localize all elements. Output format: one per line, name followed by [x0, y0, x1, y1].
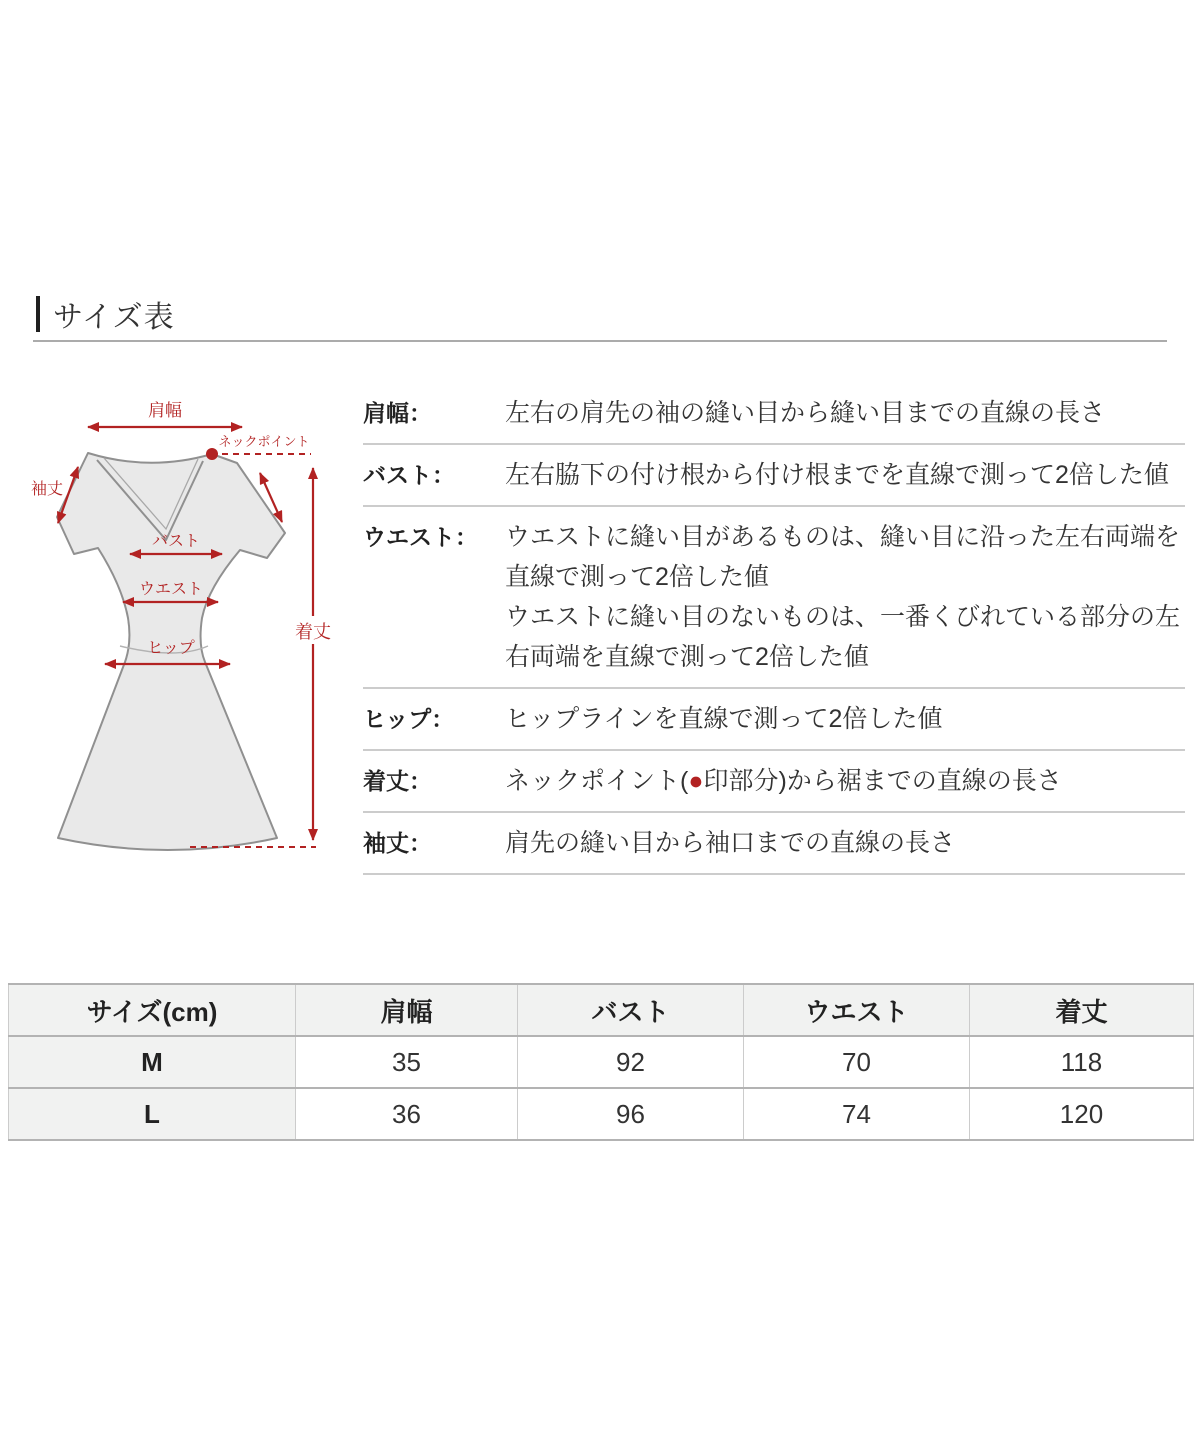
value-cell: 120	[970, 1088, 1194, 1140]
page-title: サイズ表	[53, 301, 175, 334]
value-cell: 92	[518, 1036, 744, 1088]
definition-text-part: ネックポイント(	[505, 767, 689, 795]
size-cell: M	[9, 1036, 296, 1088]
size-table	[8, 983, 1194, 1141]
sleeve-length-label: 袖丈	[30, 481, 64, 498]
dress-measurement-diagram	[30, 390, 340, 870]
length-label: 着丈	[295, 622, 331, 642]
size-table-header-size: サイズ(cm)	[9, 984, 296, 1036]
title-accent-bar	[36, 296, 40, 332]
definition-text	[505, 761, 1185, 801]
value-cell: 74	[744, 1088, 970, 1140]
size-table-header-row	[9, 984, 1194, 1036]
definition-text	[505, 517, 1185, 677]
size-cell: L	[9, 1088, 296, 1140]
definition-row-bust	[363, 445, 1185, 507]
definition-term: バスト：	[363, 462, 455, 488]
definition-term: 肩幅：	[363, 400, 432, 426]
definition-row-waist	[363, 507, 1185, 689]
size-table-row-m	[9, 1036, 1194, 1088]
definition-row-shoulder	[363, 383, 1185, 445]
value-cell: 36	[296, 1088, 518, 1140]
waist-label: ウエスト	[138, 581, 204, 598]
definition-term: 着丈：	[363, 768, 432, 794]
definition-row-sleeve	[363, 813, 1185, 875]
definition-term: 袖丈：	[363, 830, 432, 856]
value-cell: 118	[970, 1036, 1194, 1088]
value-cell: 35	[296, 1036, 518, 1088]
value-cell: 96	[518, 1088, 744, 1140]
definition-text: 左右脇下の付け根から付け根までを直線で測って2倍した値	[505, 461, 1169, 489]
definition-row-length	[363, 751, 1185, 813]
title-divider	[33, 340, 1167, 342]
size-table-header-bust: バスト	[518, 984, 744, 1036]
size-table-row-l	[9, 1088, 1194, 1140]
size-table-header-shoulder: 肩幅	[296, 984, 518, 1036]
definition-text: 肩先の縫い目から袖口までの直線の長さ	[505, 829, 956, 857]
neck-point-dot	[206, 448, 218, 460]
definition-term: ウエスト：	[363, 524, 478, 550]
value-cell: 70	[744, 1036, 970, 1088]
definition-text-line: ウエストに縫い目のないものは、一番くびれている部分の左右両端を直線で測って2倍した値	[505, 603, 1181, 671]
hip-label: ヒップ	[147, 640, 195, 657]
definition-row-hip	[363, 689, 1185, 751]
shoulder-width-label: 肩幅	[148, 401, 182, 420]
bust-label: バスト	[151, 533, 201, 550]
size-table-header-length: 着丈	[970, 984, 1194, 1036]
definition-text-part: 印部分)から裾までの直線の長さ	[703, 767, 1062, 795]
neck-point-dot-inline: ●	[688, 767, 704, 795]
definition-text-line: ウエストに縫い目があるものは、縫い目に沿った左右両端を直線で測って2倍した値	[505, 523, 1181, 591]
neck-point-label: ネックポイント	[218, 434, 310, 449]
definition-term: ヒップ：	[363, 706, 455, 732]
definition-text: 左右の肩先の袖の縫い目から縫い目までの直線の長さ	[505, 399, 1106, 427]
section-title	[36, 292, 175, 336]
definition-text: ヒップラインを直線で測って2倍した値	[505, 705, 943, 733]
measurement-definitions	[363, 383, 1185, 875]
size-table-header-waist: ウエスト	[744, 984, 970, 1036]
